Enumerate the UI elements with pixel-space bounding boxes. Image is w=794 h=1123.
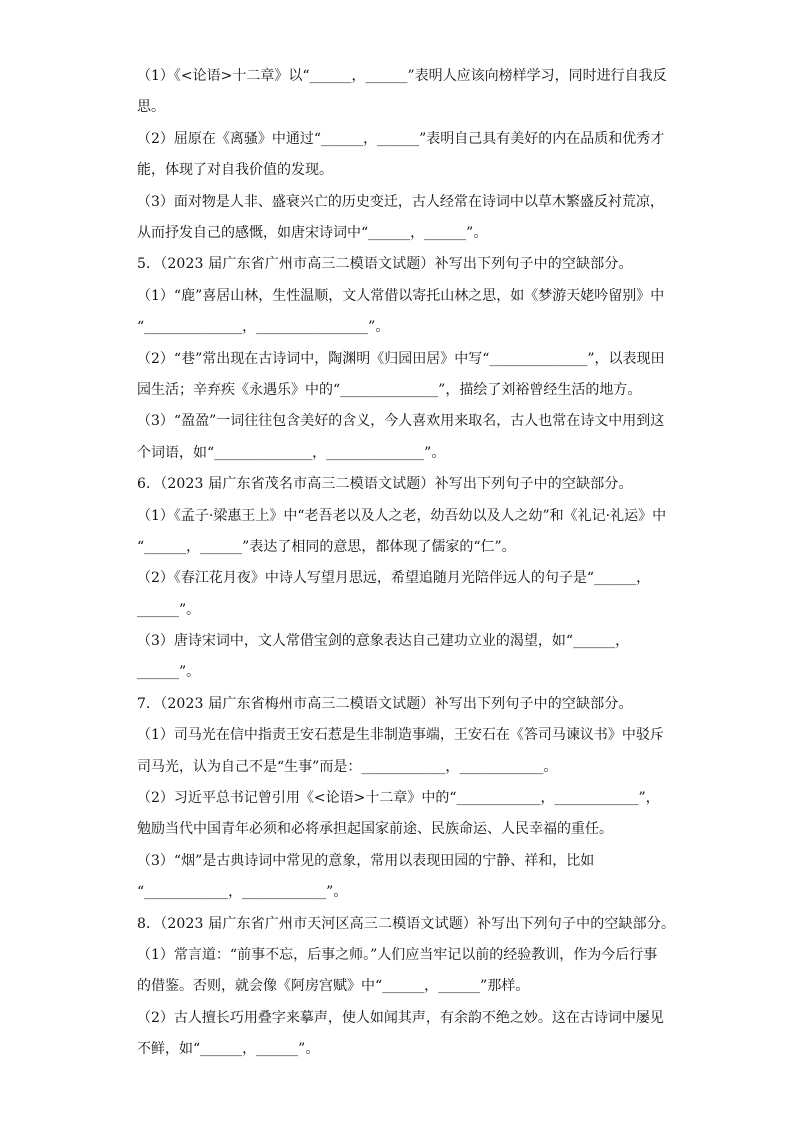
q7-2-line2: 勉励当代中国青年必须和必将承担起国家前途、民族命运、人民幸福的重任。: [137, 821, 613, 837]
question-8-heading: 8．（2023 届广东省广州市天河区高三二模语文试题）补写出下列句子中的空缺部分。: [137, 916, 676, 932]
q8-2-line1: （2）古人擅长巧用叠字来摹声，使人如闻其声，有余韵不绝之妙。这在古诗词中屡见: [137, 1010, 664, 1026]
question-6-heading: 6．（2023 届广东省茂名市高三二模语文试题）补写出下列句子中的空缺部分。: [137, 476, 633, 492]
q4-3-line2: 从而抒发自己的感慨，如唐宋诗词中“______，______”。: [137, 225, 488, 241]
q7-2-line1: （2）习近平总书记曾引用《<论语>十二章》中的“____________，____________”，: [137, 790, 660, 806]
question-7-heading: 7．（2023 届广东省梅州市高三二模语文试题）补写出下列句子中的空缺部分。: [137, 696, 633, 712]
q4-3-line1: （3）面对物是人非、盛衰兴亡的历史变迁，古人经常在诗词中以草木繁盛反衬荒凉，: [137, 194, 664, 210]
q5-1-line2: “______________，________________”。: [137, 319, 390, 335]
q6-2-line1: （2）《春江花月夜》中诗人写望月思远，希望追随月光陪伴远人的句子是“______，: [137, 570, 651, 586]
q6-2-line2: ______”。: [137, 602, 201, 618]
q7-1-line2: 司马光，认为自己不是“生事”而是：____________，____________。: [137, 759, 558, 775]
q5-3-line2: 个词语，如“______________，______________”。: [137, 445, 446, 461]
q7-1-line1: （1）司马光在信中指责王安石惹是生非制造事端，王安石在《答司马谏议书》中驳斥: [137, 727, 664, 743]
q6-3-line1: （3）唐诗宋词中，文人常借宝剑的意象表达自己建功立业的渴望，如“______，: [137, 633, 630, 649]
q5-1-line1: （1）“鹿”喜居山林，生性温顺，文人常借以寄托山林之思，如《梦游天姥吟留别》中: [137, 288, 665, 304]
q4-2-line2: 能，体现了对自我价值的发现。: [137, 162, 333, 178]
q8-1-line2: 的借鉴。否则，就会像《阿房宫赋》中“______，______”那样。: [137, 978, 530, 994]
q4-1-line1: （1）《<论语>十二章》以“______，______”表明人应该向榜样学习，同时进行自我反: [137, 68, 667, 84]
q7-3-line2: “____________，____________”。: [137, 884, 348, 900]
q8-2-line2: 不鲜，如“______，______”。: [137, 1041, 320, 1057]
q8-1-line1: （1）常言道：“前事不忘，后事之师。”人们应当牢记以前的经验教训，作为今后行事: [137, 947, 658, 963]
q5-2-line1: （2）“巷”常出现在古诗词中，陶渊明《归园田居》中写“______________”，以表现田: [137, 351, 665, 367]
q6-3-line2: ______”。: [137, 664, 201, 680]
q4-1-line2: 思。: [137, 99, 165, 115]
q4-2-line1: （2）屈原在《离骚》中通过“______，______”表明自己具有美好的内在品质和优秀才: [137, 131, 665, 147]
q7-3-line1: （3）“烟”是古典诗词中常见的意象，常用以表现田园的宁静、祥和，比如: [137, 853, 595, 869]
question-5-heading: 5．（2023 届广东省广州市高三二模语文试题）补写出下列句子中的空缺部分。: [137, 256, 633, 272]
q5-3-line1: （3）“盈盈”一词往往包含美好的含义，今人喜欢用来取名，古人也常在诗文中用到这: [137, 413, 665, 429]
q6-1-line1: （1）《孟子·梁惠王上》中“老吾老以及人之老，幼吾幼以及人之幼”和《礼记·礼运》中: [137, 508, 667, 524]
q6-1-line2: “______，______”表达了相同的意思，都体现了儒家的“仁”。: [137, 539, 516, 555]
q5-2-line2: 园生活；辛弃疾《永遇乐》中的“______________”，描绘了刘裕曾经生活的地方。: [137, 382, 642, 398]
